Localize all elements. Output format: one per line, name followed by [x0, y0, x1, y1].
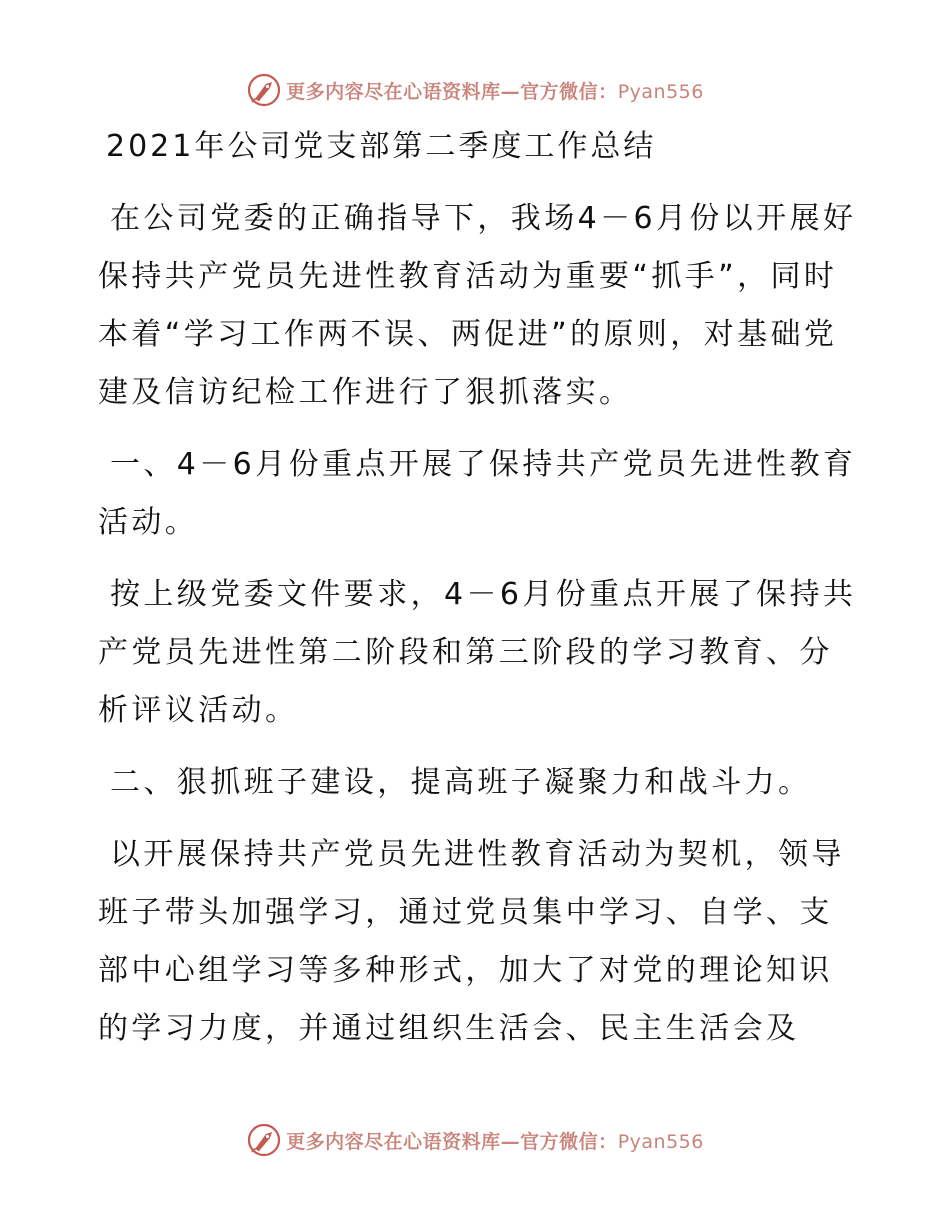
pen-nib-logo-icon — [246, 72, 282, 108]
watermark-text — [286, 1127, 704, 1154]
paragraph-section-1: 按上级党委文件要求，4－6月份重点开展了保持共产党员先进性第二阶段和第三阶段的学习教育、分析评议活动。 — [98, 577, 857, 728]
watermark-handle: Pyan556 — [617, 80, 704, 103]
watermark-separator: — — [500, 80, 521, 103]
watermark-label: 官方微信： — [520, 80, 618, 103]
watermark-group — [246, 1122, 704, 1158]
section-heading-2: 二、狠抓班子建设，提高班子凝聚力和战斗力。 — [110, 765, 812, 800]
paragraph-intro: 在公司党委的正确指导下，我场4－6月份以开展好保持共产党员先进性教育活动为重要“抓手”，同时本着“学习工作两不误、两促进”的原则，对基础党建及信访纪检工作进行了狠抓落实。 — [98, 201, 857, 410]
pen-nib-logo-icon — [246, 1122, 282, 1158]
document-body — [98, 122, 858, 1058]
watermark-brand: 更多内容尽在心语资料库 — [286, 1130, 501, 1153]
watermark-label: 官方微信： — [520, 1130, 618, 1153]
header-watermark — [0, 70, 950, 110]
paragraph-section-2: 以开展保持共产党员先进性教育活动为契机，领导班子带头加强学习，通过党员集中学习、自学、支部中心组学习等多种形式，加大了对党的理论知识的学习力度，并通过组织生活会、民主生活会及 — [98, 837, 845, 1046]
footer-watermark — [0, 1120, 950, 1160]
watermark-handle: Pyan556 — [617, 1130, 704, 1153]
document-title: 2021年公司党支部第二季度工作总结 — [106, 129, 657, 164]
watermark-text — [286, 77, 704, 104]
watermark-separator: — — [500, 1130, 521, 1153]
watermark-brand: 更多内容尽在心语资料库 — [286, 80, 501, 103]
watermark-group — [246, 72, 704, 108]
section-heading-1: 一、4－6月份重点开展了保持共产党员先进性教育活动。 — [98, 447, 857, 540]
